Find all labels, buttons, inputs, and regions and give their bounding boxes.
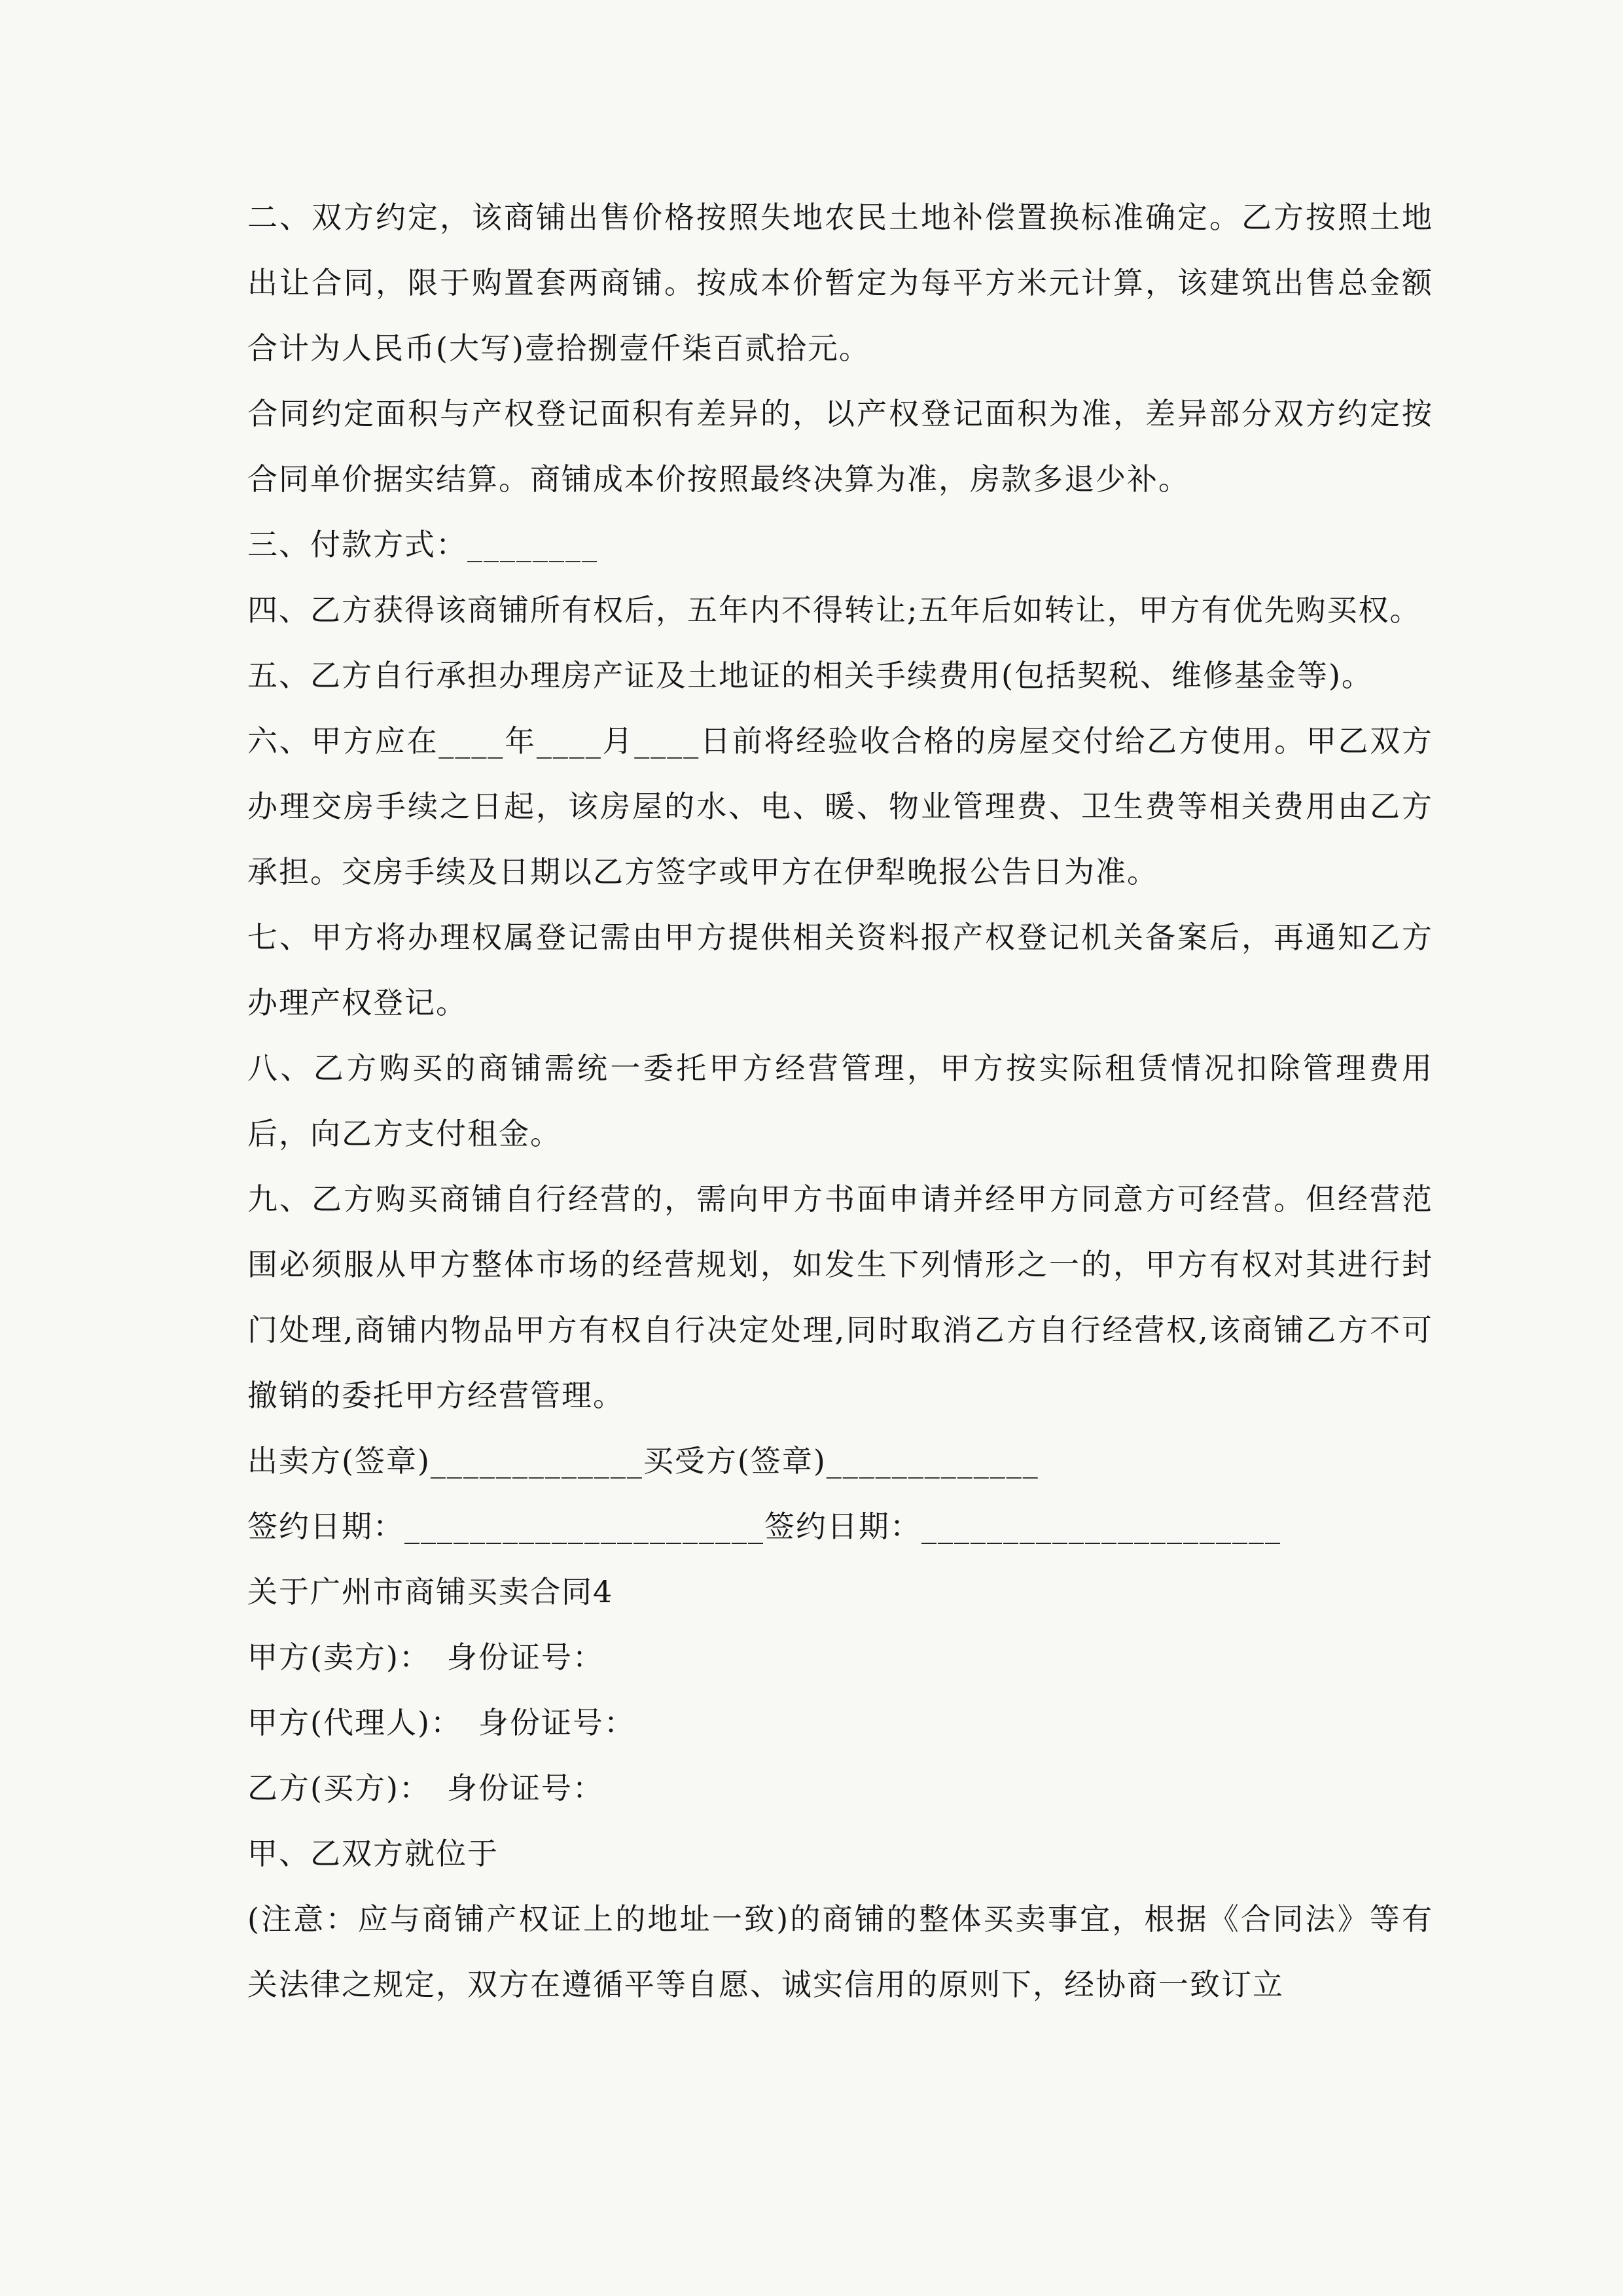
party-b-buyer-line: 乙方(买方)： 身份证号： <box>247 1770 604 1806</box>
clause-2-price: 二、双方约定，该商铺出售价格按照失地农民土地补偿置换标准确定。乙方按照土地出让合同，限于购置套两商铺。按成本价暂定为每平方米元计算，该建筑出售总金额合计为人民币(大写)壹拾捌壹仟柒百贰拾元。 <box>247 200 1433 366</box>
clause-area-difference: 合同约定面积与产权登记面积有差异的，以产权登记面积为准，差异部分双方约定按合同单价据实结算。商铺成本价按照最终决算为准，房款多退少补。 <box>247 396 1433 497</box>
clause-7-registration: 七、甲方将办理权属登记需由甲方提供相关资料报产权登记机关备案后，再通知乙方办理产权登记。 <box>247 920 1433 1020</box>
clause-3-payment-method: 三、付款方式：________ <box>247 527 598 562</box>
clause-6-handover: 六、甲方应在____年____月____日前将经验收合格的房屋交付给乙方使用。甲乙双方办理交房手续之日起，该房屋的水、电、暖、物业管理费、卫生费等相关费用由乙方承担。交房手续及日期以乙方签字或甲方在伊犁晚报公告日为准。 <box>247 723 1433 889</box>
document-content <box>247 185 1433 2017</box>
signature-row: 出卖方(签章)_____________买受方(签章)_____________ <box>247 1443 1039 1479</box>
party-a-seller-line: 甲方(卖方)： 身份证号： <box>247 1640 604 1675</box>
clause-8-management: 八、乙方购买的商铺需统一委托甲方经营管理，甲方按实际租赁情况扣除管理费用后，向乙方支付租金。 <box>247 1050 1433 1151</box>
clause-9-self-operation: 九、乙方购买商铺自行经营的，需向甲方书面申请并经甲方同意方可经营。但经营范围必须服从甲方整体市场的经营规划，如发生下列情形之一的，甲方有权对其进行封门处理,商铺内物品甲方有权自行决定处理,同时取消乙方自行经营权,该商铺乙方不可撤销的委托甲方经营管理。 <box>247 1181 1433 1413</box>
signing-date-row: 签约日期：______________________签约日期：______________________ <box>247 1509 1281 1544</box>
section-title-contract-4: 关于广州市商铺买卖合同4 <box>247 1574 614 1609</box>
location-line: 甲、乙双方就位于 <box>247 1836 499 1871</box>
notice-and-basis-paragraph: (注意：应与商铺产权证上的地址一致)的商铺的整体买卖事宜，根据《合同法》等有关法律之规定，双方在遵循平等自愿、诚实信用的原则下，经协商一致订立 <box>247 1901 1433 2002</box>
clause-5-fees: 五、乙方自行承担办理房产证及土地证的相关手续费用(包括契税、维修基金等)。 <box>247 658 1373 693</box>
clause-4-transfer-restriction: 四、乙方获得该商铺所有权后，五年内不得转让;五年后如转让，甲方有优先购买权。 <box>247 592 1421 628</box>
party-a-agent-line: 甲方(代理人)： 身份证号： <box>247 1705 635 1740</box>
